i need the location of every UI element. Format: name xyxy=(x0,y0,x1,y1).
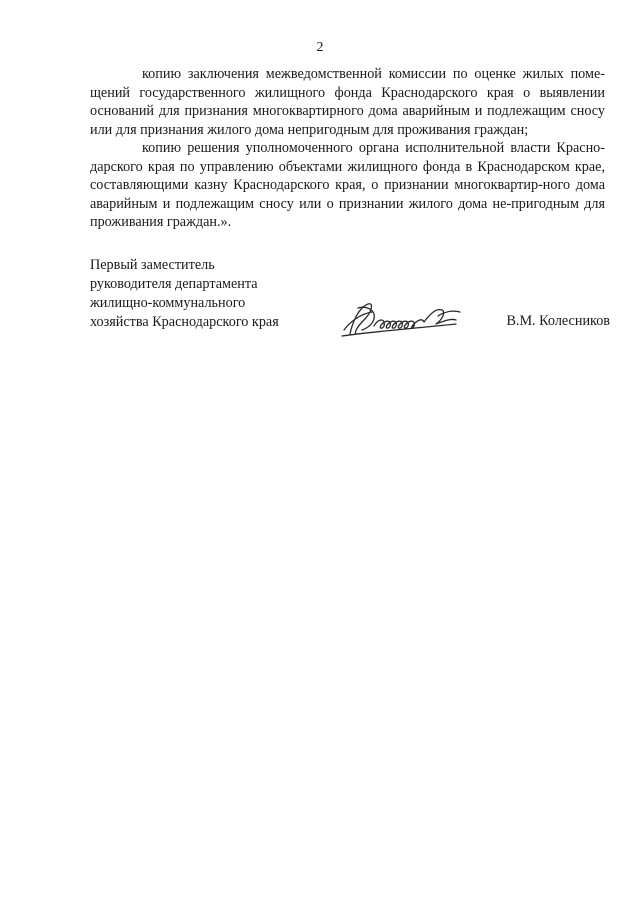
signatory-title-line-1: Первый заместитель xyxy=(90,257,215,273)
handwritten-signature-icon xyxy=(338,296,478,342)
signatory-title-line-3: жилищно-коммунального xyxy=(90,295,246,311)
paragraph-commission-conclusion: копию заключения межведомственной комиссии по оценке жилых поме-щений государственного жилищного фонда Краснодарского края о выявлении оснований для признания многоквартирного дома аварийным и подлежащим сносу или для признания жилого дома непригодным для проживания граждан; xyxy=(90,66,605,138)
signature-block xyxy=(90,256,610,346)
signatory-name: В.М. Колесников xyxy=(506,313,610,329)
signatory-title-line-4: хозяйства Краснодарского края xyxy=(90,314,279,330)
paragraph-authority-decision: копию решения уполномоченного органа исполнительной власти Красно-дарского края по управлению объектами жилищного фонда в Краснодарском крае, составляющими казну Краснодарского края, о признании многоквартир-ного дома аварийным и подлежащим сносу или о признании жилого дома не-пригодным для проживания граждан.». xyxy=(90,140,605,230)
signatory-title-line-2: руководителя департамента xyxy=(90,276,258,292)
page-number: 2 xyxy=(316,40,324,55)
document-body xyxy=(90,65,605,232)
